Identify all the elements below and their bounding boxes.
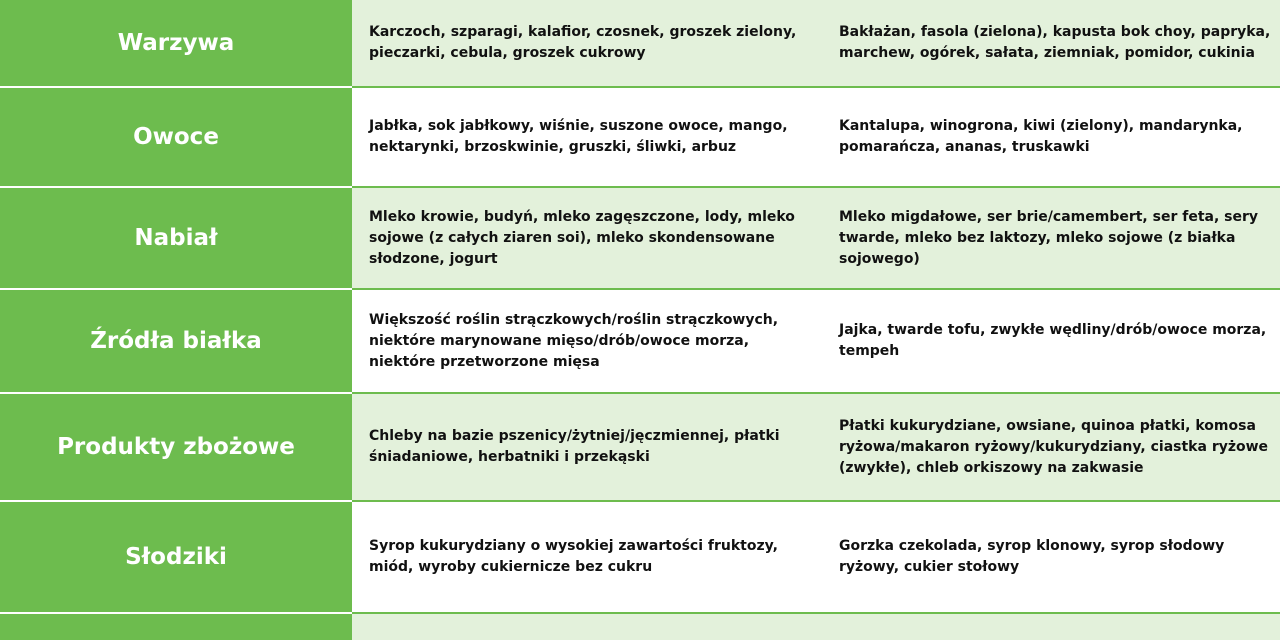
category-label: Warzywa	[0, 0, 352, 86]
low-fodmap-cell: Mleko migdałowe, ser brie/camembert, ser feta, sery twarde, mleko bez laktozy, mleko sojowe (z białka sojowego)	[823, 188, 1280, 288]
high-fodmap-cell: Jabłka, sok jabłkowy, wiśnie, suszone owoce, mango, nektarynki, brzoskwinie, gruszki, śliwki, arbuz	[352, 88, 823, 186]
high-fodmap-cell: Karczoch, szparagi, kalafior, czosnek, groszek zielony, pieczarki, cebula, groszek cukrowy	[352, 0, 823, 86]
high-fodmap-cell: Chleby na bazie pszenicy/żytniej/jęczmiennej, płatki śniadaniowe, herbatniki i przekąski	[352, 394, 823, 500]
category-label: Owoce	[0, 88, 352, 186]
low-fodmap-cell: Bakłażan, fasola (zielona), kapusta bok choy, papryka, marchew, ogórek, sałata, ziemniak, pomidor, cukinia	[823, 0, 1280, 86]
high-fodmap-cell: Większość roślin strączkowych/roślin strączkowych, niektóre marynowane mięso/drób/owoce morza, niektóre przetworzone mięsa	[352, 290, 823, 392]
table-row	[0, 0, 1280, 86]
category-label-empty	[0, 614, 352, 640]
table-row	[0, 394, 1280, 500]
table-row	[0, 188, 1280, 288]
table-row-empty	[0, 614, 1280, 640]
high-fodmap-cell: Syrop kukurydziany o wysokiej zawartości fruktozy, miód, wyroby cukiernicze bez cukru	[352, 502, 823, 612]
low-fodmap-cell: Płatki kukurydziane, owsiane, quinoa płatki, komosa ryżowa/makaron ryżowy/kukurydziany, ciastka ryżowe (zwykłe), chleb orkiszowy na zakwasie	[823, 394, 1280, 500]
category-label: Nabiał	[0, 188, 352, 288]
high-fodmap-cell-empty	[352, 614, 823, 640]
category-label: Źródła białka	[0, 290, 352, 392]
high-fodmap-cell: Mleko krowie, budyń, mleko zagęszczone, lody, mleko sojowe (z całych ziaren soi), mleko skondensowane słodzone, jogurt	[352, 188, 823, 288]
category-label: Słodziki	[0, 502, 352, 612]
low-fodmap-cell: Kantalupa, winogrona, kiwi (zielony), mandarynka, pomarańcza, ananas, truskawki	[823, 88, 1280, 186]
low-fodmap-cell: Jajka, twarde tofu, zwykłe wędliny/drób/owoce morza, tempeh	[823, 290, 1280, 392]
low-fodmap-cell: Gorzka czekolada, syrop klonowy, syrop słodowy ryżowy, cukier stołowy	[823, 502, 1280, 612]
table-row	[0, 290, 1280, 392]
category-label: Produkty zbożowe	[0, 394, 352, 500]
table-row	[0, 502, 1280, 612]
table-row	[0, 88, 1280, 186]
low-fodmap-cell-empty	[823, 614, 1280, 640]
